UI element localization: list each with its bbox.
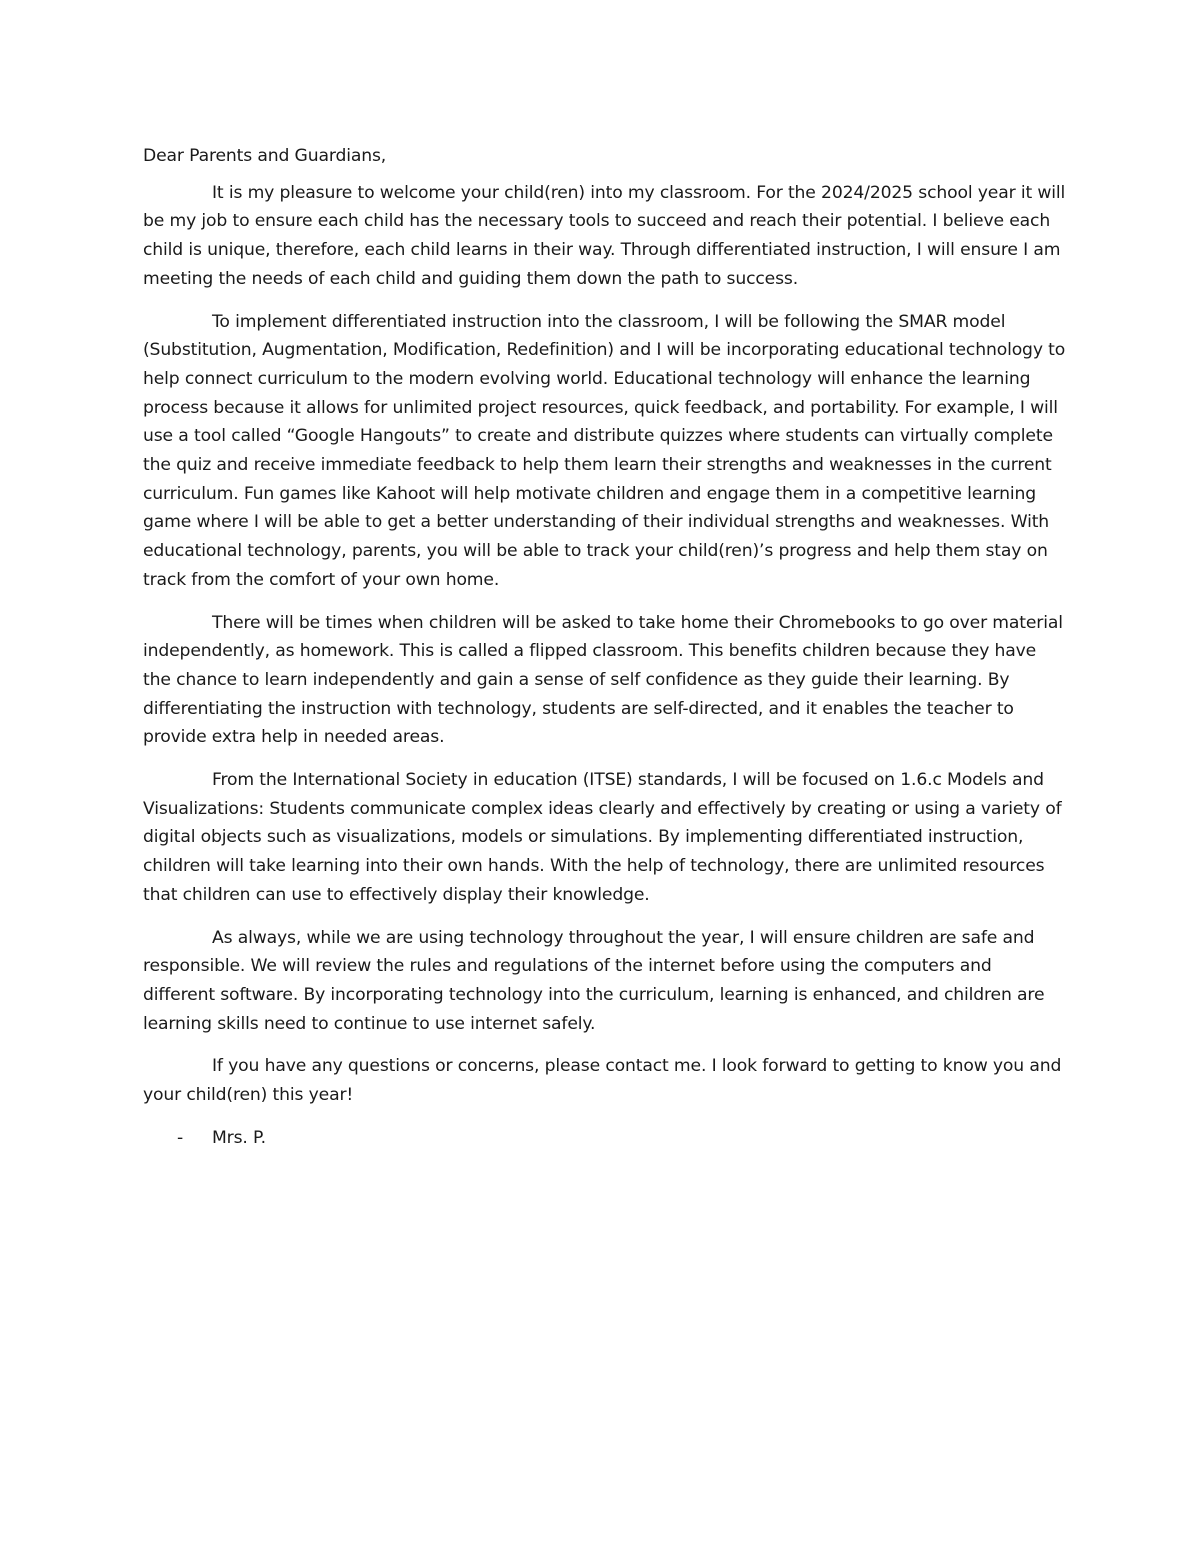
paragraph-differentiated-instruction: To implement differentiated instruction into the classroom, I will be following the SMAR model (Substitution, Augmentation, Modification, Redefinition) and I will be incorporating educational technology to help connect curriculum to the modern evolving world. Educational technology will enhance the learning process because it allows for unlimited project resources, quick feedback, and portability. For example, I will use a tool called “Google Hangouts” to create and distribute quizzes where students can virtually complete the quiz and receive immediate feedback to help them learn their strengths and weaknesses in the current curriculum. Fun games like Kahoot will help motivate children and engage them in a competitive learning game where I will be able to get a better understanding of their individual strengths and weaknesses. With educational technology, parents, you will be able to track your child(ren)’s progress and help them stay on track from the comfort of your own home. bbox=[143, 311, 1066, 590]
paragraph-welcome: It is my pleasure to welcome your child(ren) into my classroom. For the 2024/2025 school year it will be my job to ensure each child has the necessary tools to succeed and reach their potential. I believe each child is unique, therefore, each child learns in their way. Through differentiated instruction, I will ensure I am meeting the needs of each child and guiding them down the path to success. bbox=[143, 182, 1066, 289]
signature: Mrs. P. bbox=[212, 1127, 266, 1148]
signoff bbox=[143, 1124, 1068, 1153]
paragraph-closing: If you have any questions or concerns, please contact me. I look forward to getting to know you and your child(ren) this year! bbox=[143, 1056, 1062, 1106]
letter-body bbox=[143, 142, 1068, 1153]
paragraph-standards: From the International Society in education (ITSE) standards, I will be focused on 1.6.c Models and Visualizations: Students communicate complex ideas clearly and effectively by creating or using a variety of digital objects such as visualizations, models or simulations. By implementing differentiated instruction, children will take learning into their own hands. With the help of technology, there are unlimited resources that children can use to effectively display their knowledge. bbox=[143, 770, 1062, 905]
paragraph-flipped-classroom: There will be times when children will be asked to take home their Chromebooks to go over material independently, as homework. This is called a flipped classroom. This benefits children because they have the chance to learn independently and gain a sense of self confidence as they guide their learning. By differentiating the instruction with technology, students are self-directed, and it enables the teacher to provide extra help in needed areas. bbox=[143, 612, 1063, 748]
salutation: Dear Parents and Guardians, bbox=[143, 146, 387, 166]
signoff-dash: - bbox=[177, 1127, 184, 1148]
paragraph-safety: As always, while we are using technology throughout the year, I will ensure children are safe and responsible. We will review the rules and regulations of the internet before using the computers and different software. By incorporating technology into the curriculum, learning is enhanced, and children are learning skills need to continue to use internet safely. bbox=[143, 927, 1045, 1034]
